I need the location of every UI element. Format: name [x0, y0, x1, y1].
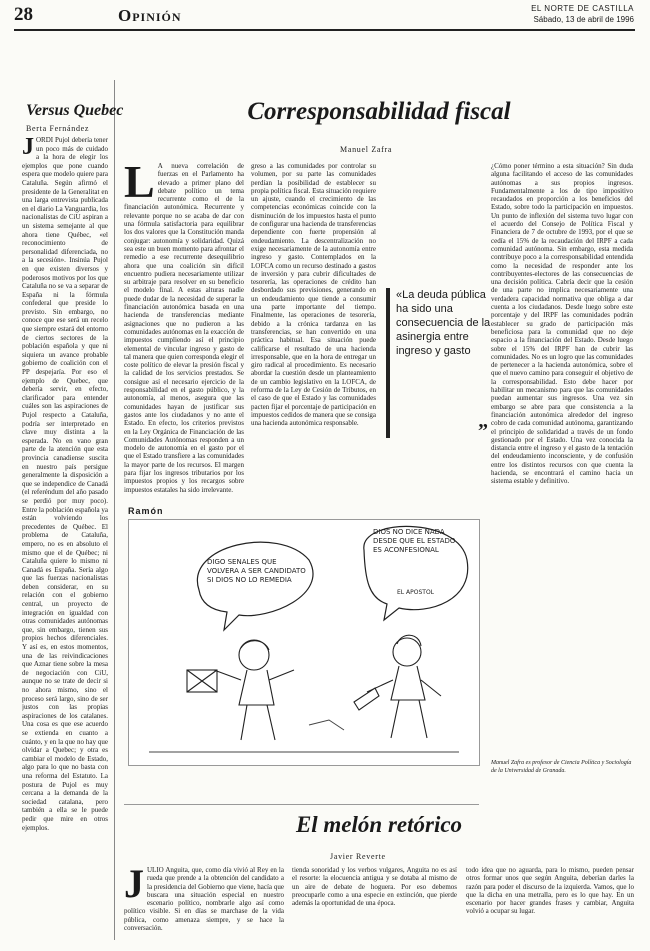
pull-quote-close-mark: ”	[478, 420, 488, 442]
dropcap: J	[22, 136, 34, 160]
header-rule	[14, 29, 635, 31]
melon-column-1	[124, 866, 284, 946]
article-column-2	[251, 162, 376, 502]
article-column-1	[124, 162, 244, 502]
cartoon-drawing	[129, 520, 479, 765]
bubble-right-extra: EL APOSTOL	[397, 589, 435, 596]
bubble-right-text: DIOS NO DICE NADA DESDE QUE EL ESTADO ES ACONFESIONAL	[373, 528, 456, 554]
page-number: 28	[14, 4, 33, 25]
pull-quote-text: «La deuda pública ha sido una consecuencia de la asinergia entre ingreso y gasto	[396, 289, 491, 357]
melon-column-2	[292, 866, 457, 946]
right-figure-legs	[391, 700, 427, 738]
melon-column-2-text: tienda sonoridad y los verbos vulgares, Anguita no es así el resorte: la elocuencia antigua y se dotaba al mismo de un aire de debate de hoguera. Por eso debemos preocuparle como a una especie en extinción, que pierde además la oportunidad de una época.	[292, 866, 457, 908]
versus-quebec-body	[22, 136, 108, 936]
bubble-left-text: DIGO SEÑALES QUE VOLVERA A SER CANDIDATO SI DIOS NO LO REMEDIA	[207, 558, 306, 584]
article-column-2-text: greso a las comunidades por controlar su volumen, por su parte las comunidades perdían la posibilidad de establecer su propia política fiscal. Esta situación requiere un ajuste, cuando el crecimiento de las competencias económicas coincide con la disminución de los impuestos hasta el punto de configurar una hacienda de transferencias dependiente con fuerte propensión al endeudamiento. La descentralización no exige necesariamente de la autonomía entre ingreso y gasto. Contemplados en la LOFCA como un recurso destinado a gastos de inversión y para cubrir dificultades de tesorería, las operaciones de crédito han desbordado sus previsiones, generando en un endeudamiento que tiende a consumir una parte importante del tiempo. Finalmente, las operaciones de tesorería, debido a la crónica tardanza en las transferencias, se han convertido en una práctica habitual. Esa situación puede calificarse el resultado de una hacienda irresponsable, que en la hora de entregar un giro radical al procedimiento. Es necesario abordar la cuestión desde un planteamiento de un cambio legislativo en la LOFCA, de reforma de la Ley de Cesión de Tributos, en el caso de que el Estado y las comunidades pacten fijar el porcentaje de participación en impuestos cedidos de manera que se consiga una hacienda autonómica responsable.	[251, 162, 376, 428]
bubble-right-text-box	[373, 528, 463, 588]
left-figure-arms	[214, 670, 294, 680]
pull-quote	[386, 288, 492, 438]
article-column-1-text: A nueva correlación de fuerzas en el Parlamento ha elevado a primer plano del debate político un tema recurrente como el de la financiación autonómica. Recurrente y relevante porque no se acaba de dar con una fórmula satisfactoria para equilibrar los dos valores que la Constitución manda conjugar: autonomía y solidaridad. Quizá sea este un buen momento para afrontar el remedio a ese recurrente desequilibrio ahora que una coalición sin difícil encuentro pudiera necesariamente utilizar su arbitraje para resolver en su beneficio el modelo final. A estas alturas nadie puede dudar de la necesidad de superar la financiación autonómica basada en una hacienda de transferencias mediante asignaciones que no pudieron a las comunidades autónomas en la exacción de impuestos cumpliendo así el principio elemental de vincular ingreso y gasto de tal manera que quien corresponda elegir el coste político de elevar la presión fiscal y la calidad de los servicios prestados. Se consigue así el necesario ejercicio de la responsabilidad en el gasto público, y la autonomía, al menos, asegura que las comunidades hayan de justificar sus gastos ante los ciudadanos y no ante el Estado. En efecto, los criterios previstos en la Ley Orgánica de Financiación de las Comunidades Autónomas responden a un modelo de autonomía en el gasto por el que el Estado transfiere a las comunidades la mayor parte de los recursos. El margen para fijar los ingresos tributarios por los impuestos propios y los recargos sobre impuestos estatales ha sido irrelevante.	[124, 162, 244, 494]
section-rule	[124, 804, 479, 805]
article-column-3	[491, 162, 633, 752]
versus-quebec-author: Berta Fernández	[26, 124, 90, 133]
melon-headline: El melón retórico	[295, 812, 463, 837]
bubble-left-text-box	[207, 558, 309, 613]
melon-author: Javier Reverte	[330, 852, 386, 861]
melon-column-3-text: todo idea que no aguarda, para lo mismo, pueden pensar otros formar unos que según Anguita, deberían darles la razón para poder el discurso de la izquierda. Vamos, que lo que la dicha en una metralla, pero es lo que hay. En un escenario por hacer grandes frases y cambiar, Anguita volvió a ocupar su lugar.	[466, 866, 634, 916]
versus-quebec-title: Versus Quebec	[26, 102, 124, 119]
author-note: Manuel Zafra es profesor de Ciencia Política y Sociología de la Universidad de Granada.	[491, 760, 632, 774]
article-author: Manuel Zafra	[340, 145, 393, 154]
ground-scribble	[309, 720, 344, 730]
right-figure-body	[391, 666, 425, 700]
right-figure-hair	[397, 635, 421, 646]
left-figure-legs	[241, 705, 275, 740]
publication-name: EL NORTE DE CASTILLA	[531, 4, 634, 13]
left-figure-body	[239, 670, 274, 705]
article-column-3-text: ¿Cómo poner término a esta situación? Sin duda alguna facilitando el acceso de las comunidades autónomas a sus propios ingresos. Fundamentalmente a los de tipo impositivo recaudados en proporción a los beneficios del Estado, sobre todo la participación en impuestos. Un punto de inflexión del sistema tuvo lugar con el acuerdo del Consejo de Política Fiscal y Financiera de 7 de octubre de 1993, por el que se cedía el 15% de la recaudación del IRPF a cada comunidad autónoma. Sin embargo, esta medida contribuye poco a la corresponsabilidad entendida como la necesidad de responder ante los contribuyentes-electores de las consecuencias de una decisión política. Cabría decir que la cesión de una parte no implica necesariamente una verdadera capacidad normativa que obliga a dar cuenta a los ciudadanos. Desde luego sobre este porcentaje y del IRPF las comunidades podrán establecer su grado de participación más beneficiosa para la comunidad que no deje espacio a la financiación del Estado. Desde luego sobre el 15% del IRPF han de cubrir las comunidades. No es un logro que las comunidades de pertenecer a la hacienda autonómica, sobre el que el nuevo camino para conseguir el objetivo de la corresponsabilidad. Esto debe hacer por habilitar un mecanismo para que las comunidades puedan aumentar sus ingresos. Una vez sin embargo se abre para que consistencia a la financiación autonómica alrededor del ingreso cobro de cada comunidad autónoma, garantizando el principio de solidaridad a través de un fondo gestionado por el Estado. Una vez conocida la distancia entre el ingreso y el gasto de la tentación del endeudamiento inconsciente, y de confusión entre los distintos recursos con que cuenta la hacienda, se encontrará el camino hacia un sistema estable y definitivo.	[491, 162, 633, 486]
article-headline: Corresponsabilidad fiscal	[247, 98, 511, 125]
publication-date: Sábado, 13 de abril de 1996	[533, 15, 634, 24]
dropcap: J	[124, 866, 144, 906]
shoe-prop	[354, 688, 379, 710]
left-figure	[187, 640, 294, 740]
shield-cross	[187, 670, 217, 692]
melon-column-3	[466, 866, 634, 946]
right-figure	[354, 635, 441, 738]
melon-column-1-text: ULIO Anguita, que, como día vivió al Rey en la rueda que prende a la obtención del candidato a la presidencia del Gobierno que viene, hacía que buscara una situación especial en nuestro escenario político, nombrarle algo así como político visible. Si en días se marchase de la vida pública, como amenaza siempre, y se hace la conversación.	[124, 866, 284, 933]
versus-quebec-text: ORDI Pujol debería tener un poco más de cuidado a la hora de elegir los ejemplos que pone cuando espera que modelo quiere para Cataluña. Según afirmó el presidente de la Generalitat en una larga entrevista publicada en el diario La Vanguardia, los nacionalistas de CiU aspiran a un sistema semejante al que ahora tiene Québec, «el reconocimiento de personalidad diferenciada, no a la secesión». Insinúa Pujol en que existen diversos y poderosos motivos por los que Cataluña no se va a separar de España ni la fórmula confederal que preside lo previsto. Sin embargo, no conoce que ese será un recelo que siempre estará del entorno de ciertos sectores de la población española y que ni siquiera un avance probable gobierno de coalición con el PP despejaría. Por eso el ejemplo de Quebec, que debería servir, en efecto, clarificador para entender cuáles son las aspiraciones de Pujol respecto a Cataluña, podría ser interpretado en clave muy distinta a la esperada. No en vano gran parte de la atención que esta provincia canadiense suscita en nuestro país persigue generalmente la disposición a que se independice de Canadá (el referéndum del año pasado se perdió por muy poco). Entre la población española ya están volviendo los precedentes de Québec. El problema de Cataluña, empero, no es en absoluto el mismo que el de Québec; ni Cataluña quiere lo mismo ni Canadá es España. Sería algo que las fuerzas nacionalistas deben considerar, en su relación con el gobierno central, un proyecto de integración en igualdad con otras comunidades autónomas que, sin embargo, tienen sus propios hechos diferenciales. Y así es, en estos momentos, una de las reivindicaciones que Aznar tiene sobre la mesa de negociación con CiU, aunque no se trate de decir si no ahora mismo, sino el proceso será largo, sino de ser justos con las propias aspiraciones de los catalanes. Una cosa es que ese acuerdo se extienda en cuanto a cuánto, y en la que no hay que olvidar a Quebec; y otra es cambiar el modelo de Estado, algo para lo que no basta con una reforma del Estatuto. La postura de Pujol es muy cercana a la demanda de la sociedad catalana, pero también a ella se le puede pedir que mire en otros ejemplos.	[22, 136, 108, 832]
dropcap: L	[124, 162, 155, 207]
column-divider	[114, 80, 115, 940]
section-title: Opinión	[118, 6, 182, 25]
cartoon-label: Ramón	[128, 506, 164, 516]
cartoon	[128, 519, 480, 766]
